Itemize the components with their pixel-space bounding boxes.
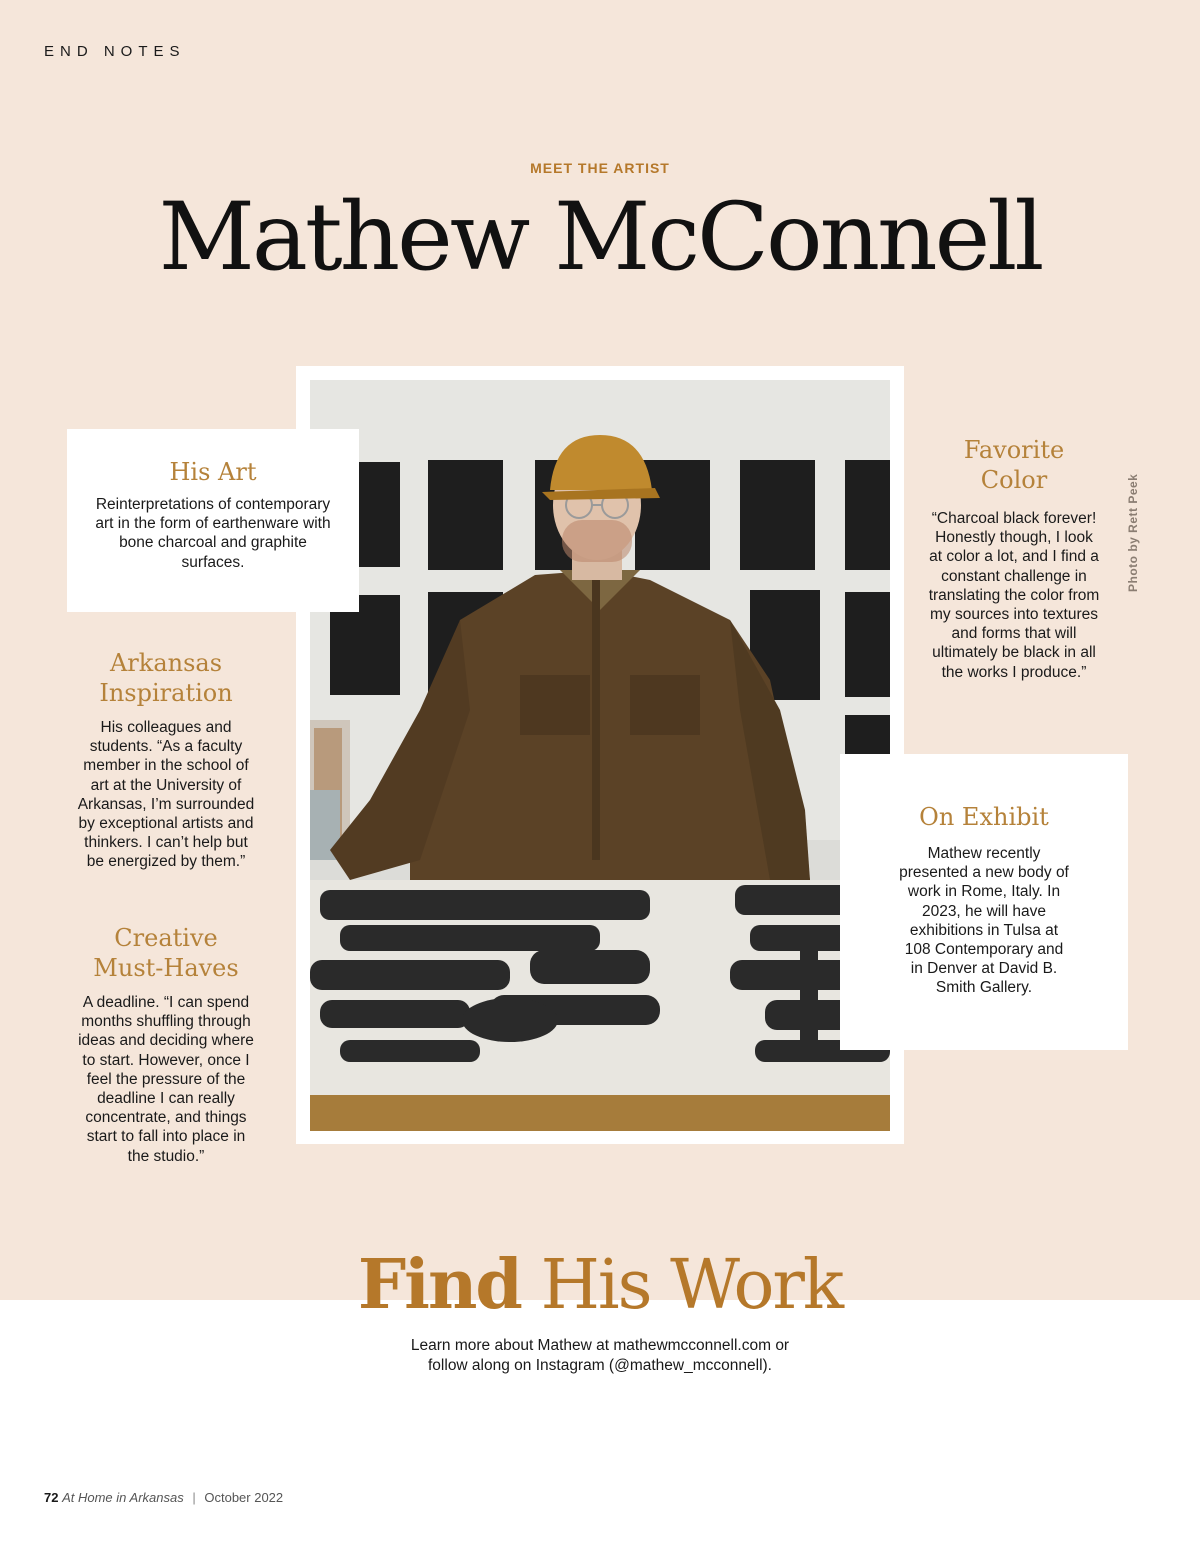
- creative-must-haves-section: [74, 923, 258, 1166]
- favorite-color-section: [928, 435, 1100, 682]
- magazine-name: At Home in Arkansas: [62, 1490, 184, 1505]
- find-his-work-body: [0, 1336, 1200, 1376]
- kicker: MEET THE ARTIST: [530, 160, 670, 176]
- page-footer: [44, 1490, 283, 1505]
- page-number: 72: [44, 1490, 59, 1505]
- favorite-color-title-line1: Favorite: [963, 436, 1065, 464]
- his-art-card: [67, 429, 359, 612]
- arkansas-inspiration-section: [76, 648, 256, 872]
- creative-must-haves-title-line1: Creative: [114, 924, 218, 952]
- arkansas-inspiration-title-line2: Inspiration: [99, 679, 233, 707]
- issue-date: October 2022: [204, 1490, 284, 1505]
- find-title-light: His Work: [540, 1246, 843, 1325]
- find-his-work-title: [0, 1240, 1200, 1331]
- find-line-2: follow along on Instagram (@mathew_mcconnell).: [428, 1357, 772, 1374]
- find-title-bold: Find: [357, 1245, 521, 1325]
- arkansas-inspiration-title-line1: Arkansas: [109, 649, 223, 677]
- on-exhibit-title: On Exhibit: [919, 803, 1049, 831]
- footer-separator: |: [192, 1490, 196, 1505]
- creative-must-haves-title-line2: Must-Haves: [93, 954, 239, 982]
- arkansas-inspiration-body: His colleagues and students. “As a faculty member in the school of art at the University of Arkansas, I’m surrounded by exceptional artists and thinkers. I can’t help but be energized by them.”: [77, 719, 255, 871]
- section-tag: END NOTES: [44, 43, 186, 60]
- creative-must-haves-body: A deadline. “I can spend months shuffling through ideas and deciding where to start. However, once I feel the pressure of the deadline I can really concentrate, and things start to fall into place in the studio.”: [78, 994, 254, 1165]
- headline: Mathew McConnell: [158, 183, 1042, 292]
- photo-credit: Photo by Rett Peek: [1126, 473, 1140, 592]
- favorite-color-title-line2: Color: [980, 466, 1048, 494]
- his-art-body: Reinterpretations of contemporary art in the form of earthenware with bone charcoal and graphite surfaces.: [95, 496, 331, 571]
- his-art-title: His Art: [169, 458, 257, 486]
- artist-photo: [310, 380, 890, 1131]
- on-exhibit-body: Mathew recently presented a new body of work in Rome, Italy. In 2023, he will have exhibitions in Tulsa at 108 Contemporary and in Denver at David B. Smith Gallery.: [899, 845, 1069, 997]
- find-line-1: Learn more about Mathew at mathewmcconnell.com or: [410, 1337, 790, 1354]
- favorite-color-body: “Charcoal black forever! Honestly though, I look at color a lot, and I find a constant challenge in translating the color from my sources into textures and forms that will ultimately be black in all the works I produce.”: [928, 510, 1100, 681]
- on-exhibit-card: [840, 754, 1128, 1050]
